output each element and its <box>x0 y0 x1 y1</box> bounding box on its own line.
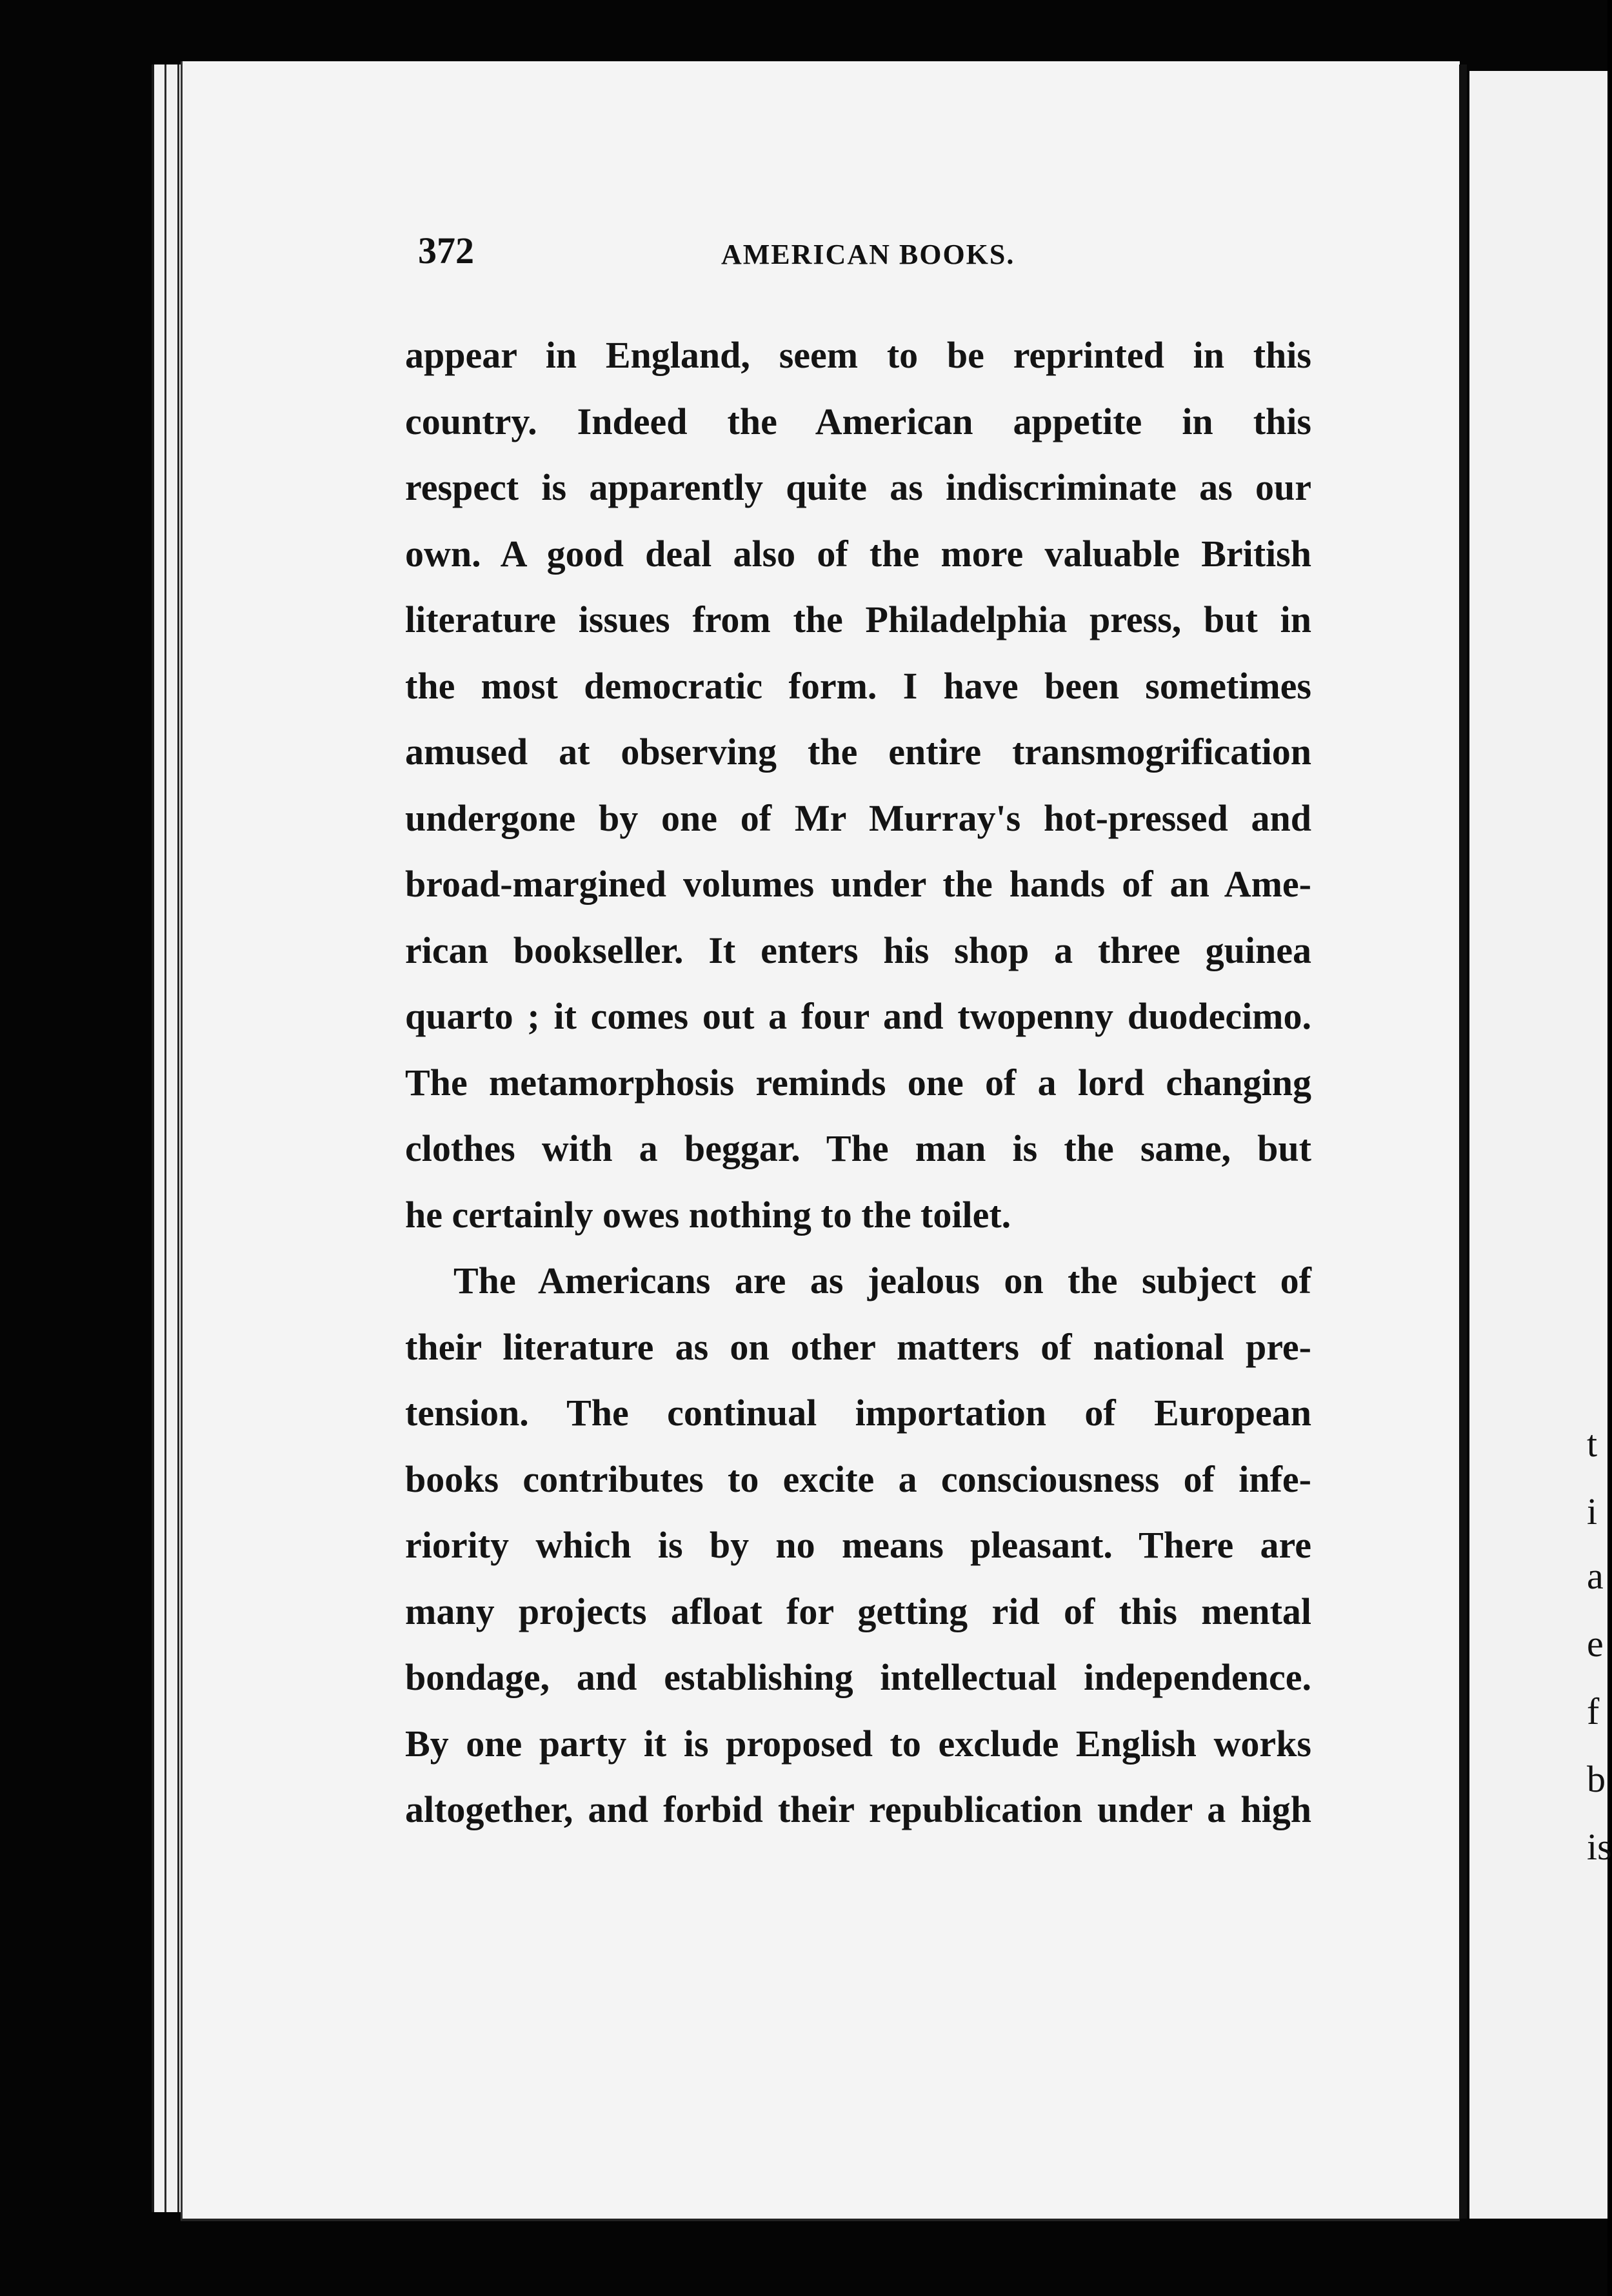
running-head: AMERICAN BOOKS. <box>721 239 1015 270</box>
text-line: undergone by one of Mr Murray's hot-pressed and <box>405 797 1311 839</box>
text-line: tension. The continual importation of European <box>405 1392 1311 1434</box>
text-line: many projects afloat for getting rid of this mental <box>405 1590 1311 1632</box>
text-line: amused at observing the entire transmogrification <box>405 731 1311 773</box>
text-line: The metamorphosis reminds one of a lord changing <box>405 1061 1311 1103</box>
next-page-fragment: i <box>1587 1490 1598 1532</box>
text-line: country. Indeed the American appetite in this <box>405 400 1311 442</box>
text-line: bondage, and establishing intellectual independence. <box>405 1656 1311 1698</box>
text-line: own. A good deal also of the more valuable British <box>405 532 1311 575</box>
text-line: altogether, and forbid their republication under a high <box>405 1788 1311 1830</box>
next-page-fragment: f <box>1587 1690 1600 1732</box>
text-line: The Americans are as jealous on the subject of <box>453 1260 1311 1301</box>
text-line: rican bookseller. It enters his shop a three guinea <box>405 929 1311 971</box>
next-page-sliver <box>1469 71 1612 2219</box>
text-line: books contributes to excite a consciousness of infe- <box>405 1458 1311 1500</box>
page-number: 372 <box>418 230 474 272</box>
text-line: literature issues from the Philadelphia press, but in <box>405 599 1311 640</box>
text-line: appear in England, seem to be reprinted in this <box>405 334 1311 376</box>
page-gutter <box>1459 64 1467 2219</box>
text-line: quarto ; it comes out a four and twopenny duodecimo. <box>405 995 1311 1037</box>
text-line: their literature as on other matters of national pre- <box>405 1325 1311 1368</box>
text-line: clothes with a beggar. The man is the same, but <box>405 1127 1311 1169</box>
next-page-fragment: e <box>1587 1623 1604 1665</box>
next-page-fragment: a <box>1587 1555 1604 1597</box>
text-line: broad-margined volumes under the hands of an Ame- <box>405 863 1311 905</box>
text-line: respect is apparently quite as indiscriminate as our <box>405 466 1311 508</box>
text-line: he certainly owes nothing to the toilet. <box>405 1193 1011 1236</box>
text-line: the most democratic form. I have been sometimes <box>405 664 1311 707</box>
next-page-fragment: b <box>1587 1758 1606 1800</box>
next-page-fragment: is <box>1587 1826 1612 1868</box>
next-page-fragment: t <box>1587 1423 1598 1465</box>
body-text <box>405 322 1311 1843</box>
text-line: riority which is by no means pleasant. There are <box>405 1524 1311 1566</box>
text-line: By one party it is proposed to exclude English works <box>405 1722 1311 1765</box>
